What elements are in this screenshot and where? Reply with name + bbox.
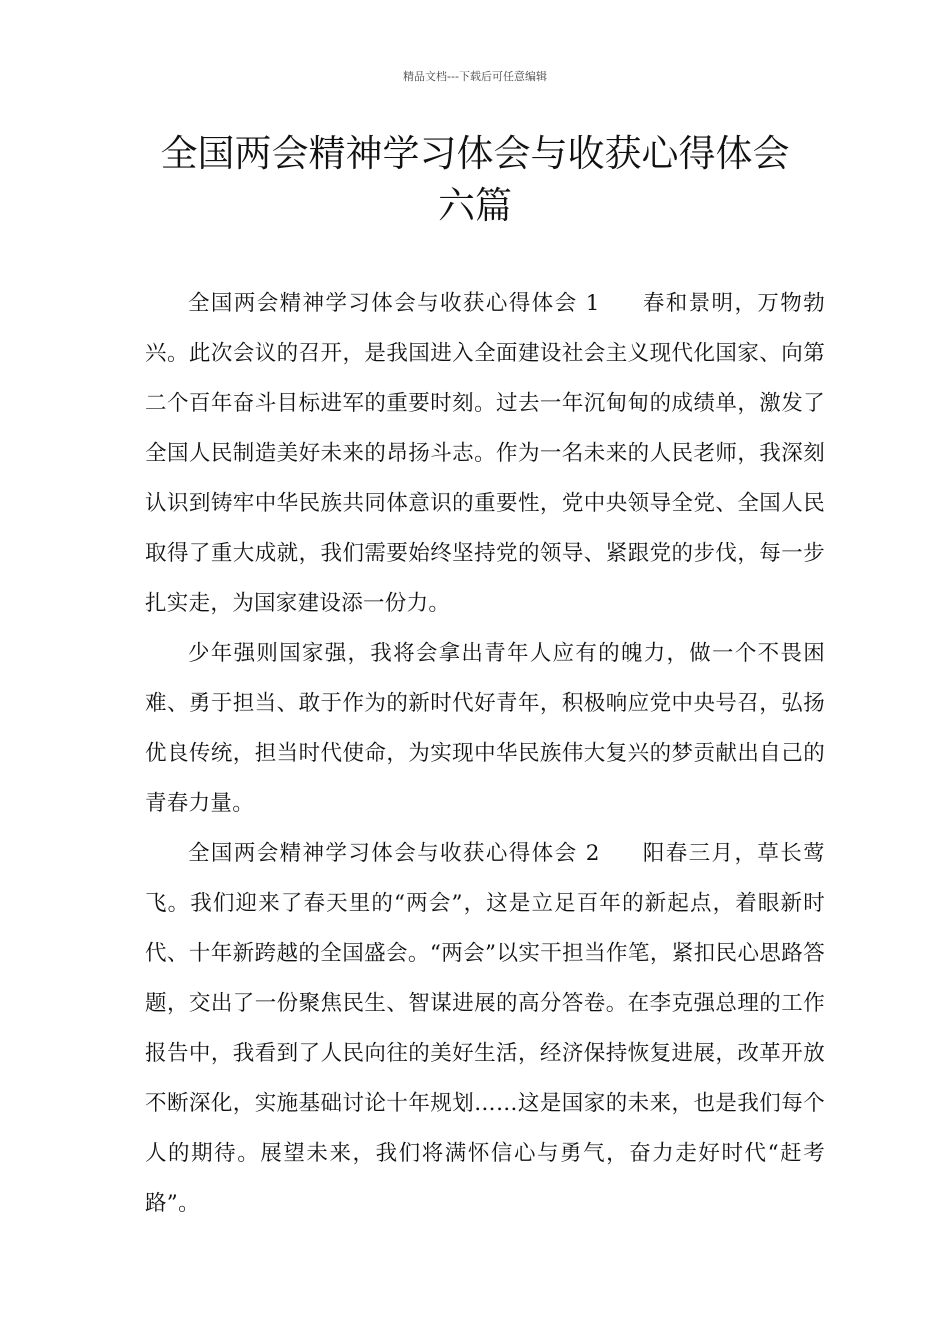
section-1-paragraph-1-text: 春和景明，万物勃兴。此次会议的召开，是我国进入全面建设社会主义现代化国家、向第二个百年奋斗目标进军的重要时刻。过去一年沉甸甸的成绩单，激发了全国人民制造美好未来的昂扬斗志。作为一名未来的人民老师，我深刻认识到铸牢中华民族共同体意识的重要性，党中央领导全党、全国人民取得了重大成就，我们需要始终坚持党的领导、紧跟党的步伐，每一步扎实走，为国家建设添一份力。 [145,291,826,616]
document-title [110,128,840,232]
document-title-line-1: 全国两会精神学习体会与收获心得体会 [160,132,790,175]
section-1-first-paragraph [145,279,825,629]
document-title-line-2: 六篇 [438,184,512,227]
section-2-paragraph-1-text: 阳春三月，草长莺飞。我们迎来了春天里的“两会”，这是立足百年的新起点，着眼新时代、十年新跨越的全国盛会。“两会”以实干担当作笔，紧扣民心思路答题，交出了一份聚焦民生、智谋进展的高分答卷。在李克强总理的工作报告中，我看到了人民向往的美好生活，经济保持恢复进展，改革开放不断深化，实施基础讨论十年规划……这是国家的未来，也是我们每个人的期待。展望未来，我们将满怀信心与勇气，奋力走好时代“赶考路”。 [145,841,826,1216]
section-2-heading: 全国两会精神学习体会与收获心得体会 2 [188,841,600,866]
section-2-first-paragraph [145,829,825,1229]
section-1-paragraph-2: 少年强则国家强，我将会拿出青年人应有的魄力，做一个不畏困难、勇于担当、敢于作为的新时代好青年，积极响应党中央号召，弘扬优良传统，担当时代使命，为实现中华民族伟大复兴的梦贡献出自己的青春力量。 [145,641,825,816]
section-1-heading: 全国两会精神学习体会与收获心得体会 1 [188,291,600,316]
page-header: 精品文档---下载后可任意编辑 [403,70,547,83]
document-body [145,279,825,1229]
